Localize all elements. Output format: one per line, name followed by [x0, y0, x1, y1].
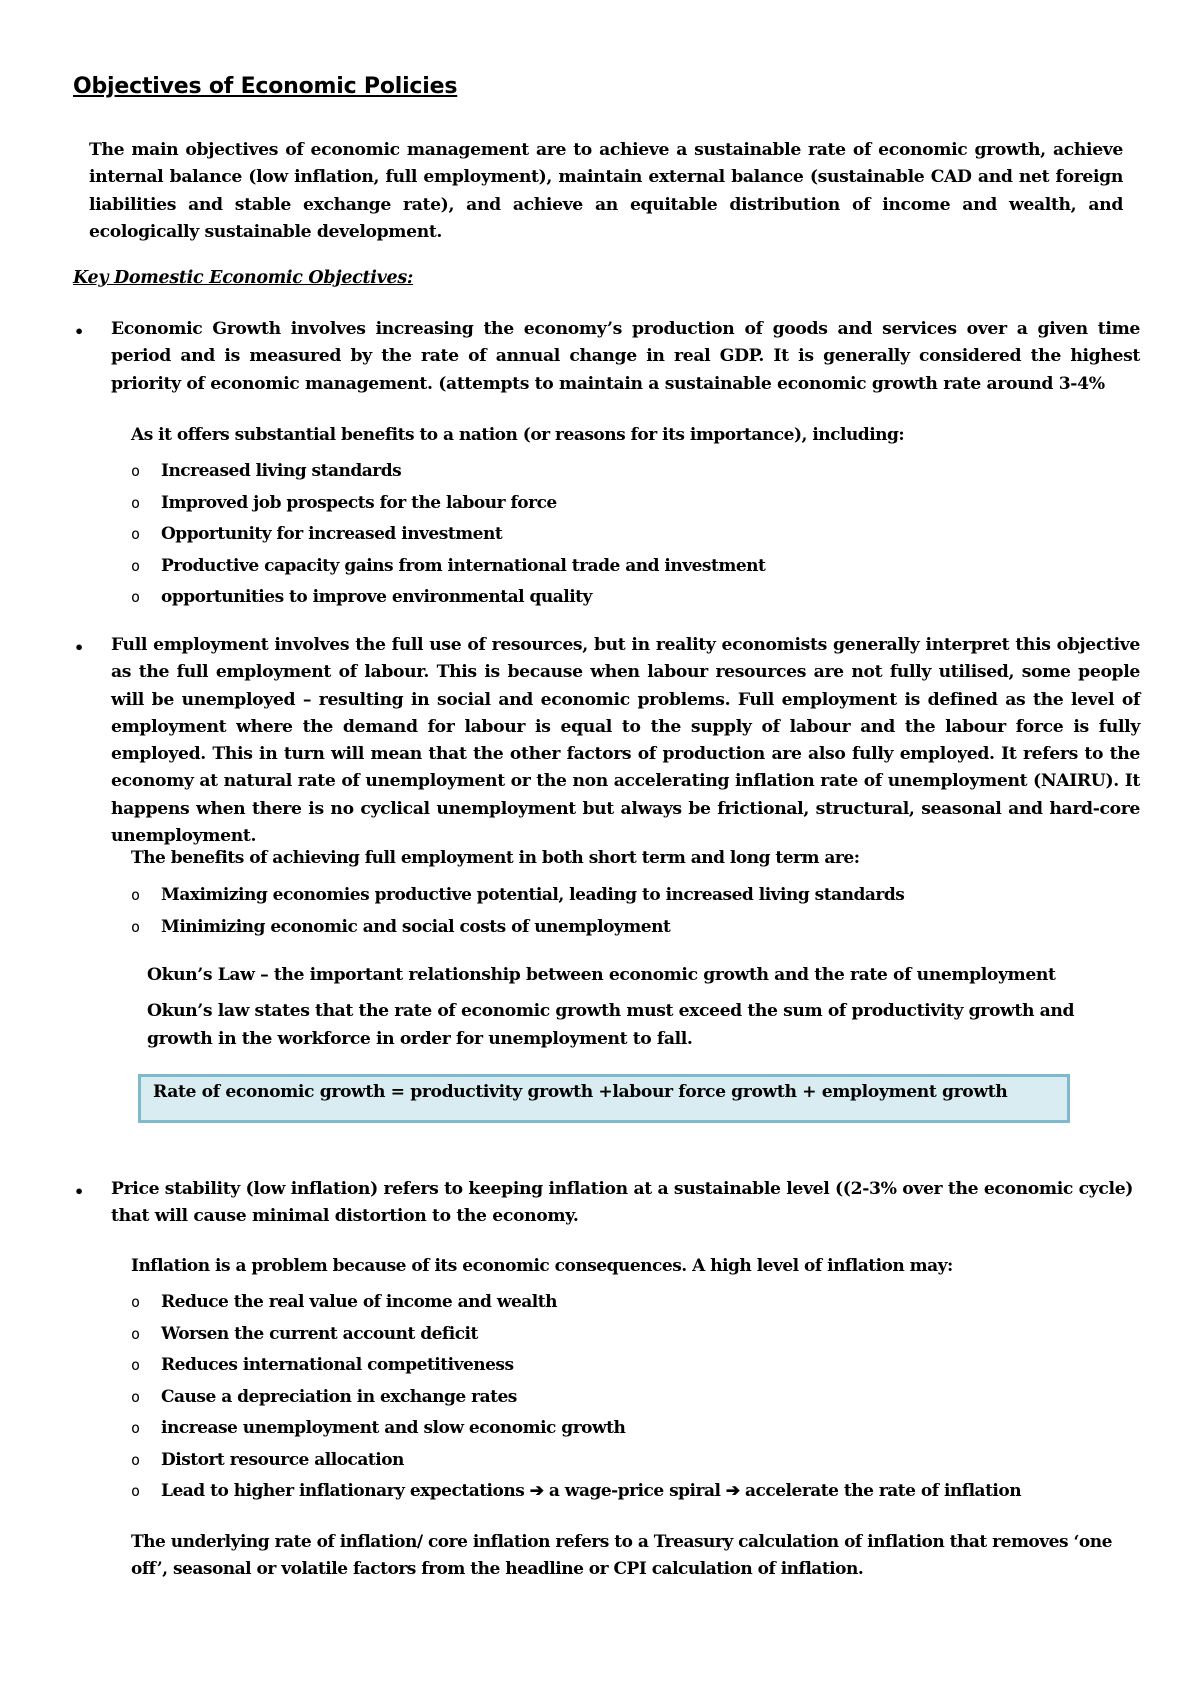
list-item: o Lead to higher inflationary expectations ➔ a wage-price spiral ➔ accelerate the rate of inflation	[131, 1481, 1022, 1501]
list-item: o opportunities to improve environmental quality	[131, 587, 592, 607]
employment-benefits-intro: The benefits of achieving full employment in both short term and long term are:	[131, 848, 860, 868]
bullet-price: •	[74, 1182, 85, 1201]
list-item: o Minimizing economic and social costs of unemployment	[131, 916, 671, 937]
okun-law-title: Okun’s Law – the important relationship between economic growth and the rate of unemployment	[147, 965, 1056, 985]
list-item: o Reduces international competitiveness	[131, 1355, 514, 1375]
list-item: o Reduce the real value of income and wealth	[131, 1292, 557, 1312]
growth-benefits-intro: As it offers substantial benefits to a nation (or reasons for its importance), including:	[131, 425, 905, 445]
list-item: o Opportunity for increased investment	[131, 524, 503, 544]
formula-text: Rate of economic growth = productivity growth +labour force growth + employment growth	[153, 1082, 1008, 1102]
core-inflation-paragraph: The underlying rate of inflation/ core inflation refers to a Treasury calculation of inflation that removes ‘one off’, seasonal or volatile factors from the headline or CPI calculation of inflation.	[131, 1532, 1112, 1579]
list-item: o Maximizing economies productive potential, leading to increased living standards	[131, 885, 905, 905]
growth-benefits-list	[131, 456, 765, 614]
inflation-consequences-list	[131, 1287, 1021, 1508]
inflation-consequences-intro: Inflation is a problem because of its economic consequences. A high level of inflation may:	[131, 1256, 953, 1276]
list-item: o Cause a depreciation in exchange rates	[131, 1386, 517, 1407]
employment-paragraph: Full employment involves the full use of resources, but in reality economists generally interpret this objective as the full employment of labour. This is because when labour resources are not fully utilised, some people will be unemployed – resulting in social and economic problems. Full employment is defined as the level of employment where the demand for labour is equal to the supply of labour and the labour force is fully employed. This in turn will mean that the other factors of production are also fully employed. It refers to the economy at natural rate of unemployment or the non accelerating inflation rate of unemployment (NAIRU). It happens when there is no cyclical unemployment but always be frictional, structural, seasonal and hard-core unemployment.	[111, 635, 1140, 847]
section-heading: Key Domestic Economic Objectives:	[73, 268, 414, 288]
list-item: o Increased living standards	[131, 461, 402, 481]
okun-law-text: Okun’s law states that the rate of economic growth must exceed the sum of productivity growth and growth in the workforce in order for unemployment to fall.	[147, 1001, 1075, 1049]
intro-paragraph: The main objectives of economic management are to achieve a sustainable rate of economic growth, achieve internal balance (low inflation, full employment), maintain external balance (sustainable CAD and net foreign liabilities and stable exchange rate), and achieve an equitable distribution of income and wealth, and ecologically sustainable development.	[89, 140, 1123, 242]
price-paragraph: Price stability (low inflation) refers to keeping inflation at a sustainable level ((2-3% over the economic cycle) that will cause minimal distortion to the economy.	[111, 1179, 1134, 1227]
list-item: o Productive capacity gains from international trade and investment	[131, 555, 766, 576]
list-item: o Distort resource allocation	[131, 1449, 404, 1470]
growth-paragraph: Economic Growth involves increasing the economy’s production of goods and services over a given time period and is measured by the rate of annual change in real GDP. It is generally considered the highest priority of economic management. (attempts to maintain a sustainable economic growth rate around 3-4%	[111, 319, 1140, 394]
list-item: o Worsen the current account deficit	[131, 1323, 478, 1344]
page-title: Objectives of Economic Policies	[73, 74, 458, 99]
list-item: o increase unemployment and slow economic growth	[131, 1418, 626, 1438]
employment-benefits-list	[131, 880, 904, 943]
bullet-employment: •	[74, 638, 85, 657]
list-item: o Improved job prospects for the labour force	[131, 492, 557, 513]
formula-box	[138, 1074, 1070, 1123]
bullet-growth: •	[74, 322, 85, 341]
